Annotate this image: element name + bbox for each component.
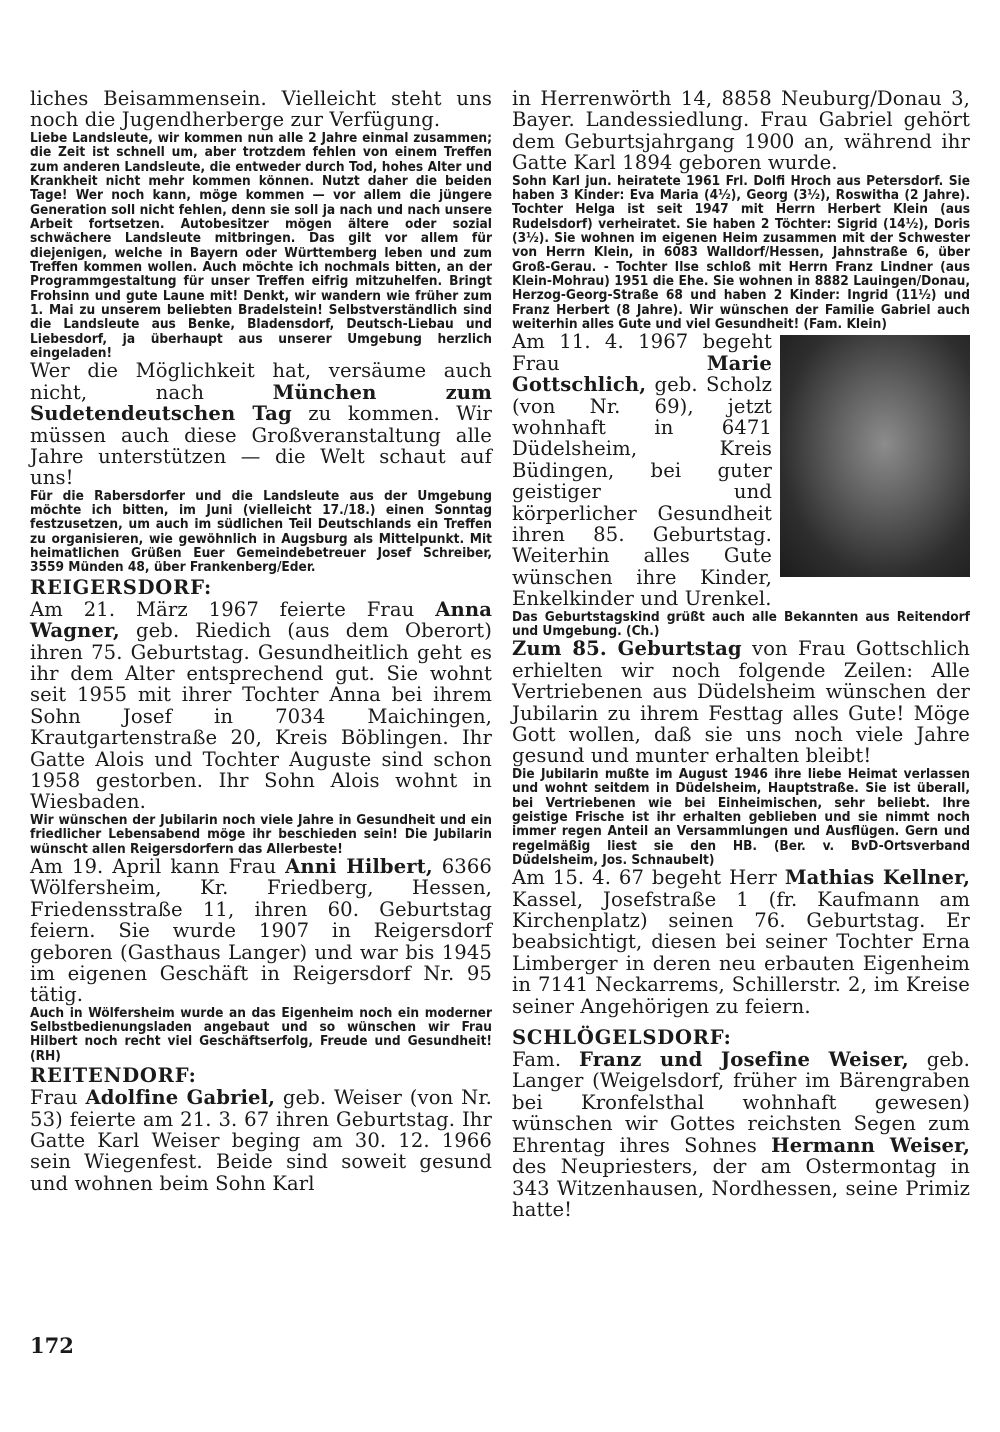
right-column (512, 88, 970, 1220)
page-number: 172 (30, 1333, 74, 1358)
paragraph: Am 21. März 1967 feierte Frau Anna Wagner, geb. Riedich (aus dem Oberort) ihren 75. Geburtstag. Gesundheitlich geht es ihr dem Alter entsprechend gut. Sie wohnt seit 1955 mit ihrer Tochter Anna bei ihrem Sohn Josef in 7034 Maichingen, Krautgartenstraße 20, Kreis Böblingen. Ihr Gatte Alois und Tochter Auguste sind schon 1958 gestorben. Ihr Sohn Alois wohnt in Wiesbaden. (30, 597, 492, 814)
paragraph: liches Beisammensein. Vielleicht steht uns noch die Jugendherberge zur Verfügung. (30, 87, 492, 132)
paragraph: Sohn Karl jun. heiratete 1961 Frl. Dolfi Hroch aus Petersdorf. Sie haben 3 Kinder: Eva Maria (4½), Georg (3½), Roswitha (2 Jahre). Tochter Helga ist seit 1947 mit Herrn Herbert Klein (aus Rudelsdorf) verheiratet. Sie haben 2 Töchter: Sigrid (14½), Doris (3½). Sie wohnen im eigenen Heim zusammen mit der Schwester von Herrn Klein, in 6083 Walldorf/Hessen, Jahnstraße 6, über Groß-Gerau. - Tochter Ilse schloß mit Herrn Franz Lindner (aus Klein-Mohrau) 1951 die Ehe. Sie wohnen in 8882 Lauingen/Donau, Herzog-Georg-Straße 68 und haben 2 Kinder: Ingrid (11½) und Franz Herbert (8 Jahre). Wir wünschen der Familie Gabriel auch weiterhin alles Gute und viel Gesundheit! (Fam. Klein) (512, 172, 970, 333)
paragraph: Wir wünschen der Jubilarin noch viele Jahre in Gesundheit und ein friedlicher Lebensabend möge ihr beschieden sein! Die Jubilarin wünscht allen Reigersdorfern das Allerbeste! (30, 811, 492, 857)
paragraph: Am 15. 4. 67 begeht Herr Mathias Kellner, Kassel, Josefstraße 1 (fr. Kaufmann am Kirchenplatz) seinen 76. Geburtstag. Er beabsichtigt, diesen bei seiner Tochter Erna Limberger in deren neu erbauten Eigenheim in 7141 Neckarrems, Schillerstr. 2, im Kreise seiner Angehörigen zu feiern. (512, 866, 971, 1018)
paragraph: Liebe Landsleute, wir kommen nun alle 2 Jahre einmal zusammen; die Zeit ist schnell um, aber trotzdem fehlen von einem Treffen zum anderen Landsleute, die entweder durch Tod, hohes Alter und Krankheit nicht mehr kommen können. Nutzt daher die beiden Tage! Wer noch kann, möge kommen — vor allem die jüngere Generation soll nicht fehlen, denn sie soll ja nach und nach unsere Arbeit fortsetzen. Autobesitzer mögen ältere oder sozial schwächere Landsleute mitbringen. Das gilt vor allem für diejenigen, welche in Bayern oder Württemberg leben und zum Treffen kommen wollen. Auch möchte ich nochmals bitten, an der Programmgestaltung für unser Treffen eifrig mitzuhelfen. Bringt Frohsinn und gute Laune mit! Denkt, wir wandern wie früher zum 1. Mai zu unserem beliebten Bradelstein! Selbstverständlich sind die Landsleute aus Benke, Bladensdorf, Deutsch-Liebau und Liebesdorf, ja überhaupt aus unserer Umgebung herzlich eingeladen! (30, 129, 492, 361)
section-heading: SCHLÖGELSDORF: (512, 1026, 732, 1050)
paragraph: Das Geburtstagskind grüßt auch alle Bekannten aus Reitendorf und Umgebung. (Ch.) (512, 608, 970, 640)
paragraph: Am 19. April kann Frau Anni Hilbert, 6366 Wölfersheim, Kr. Friedberg, Hessen, Friedensstraße 11, ihren 60. Geburtstag feiern. Sie wurde 1907 in Reigersdorf geboren (Gasthaus Langer) und war bis 1945 im eigenen Geschäft in Reigersdorf Nr. 95 tätig. (30, 854, 493, 1007)
paragraph: Frau Adolfine Gabriel, geb. Weiser (von Nr. 53) feierte am 21. 3. 67 ihren Geburtstag. Ihr Gatte Karl Weiser beging am 30. 12. 1966 sein Wiegenfest. Beide sind soweit gesund und wohnen beim Sohn Karl (30, 1086, 493, 1195)
paragraph: Für die Rabersdorfer und die Landsleute aus der Umgebung möchte ich bitten, im Juni (vielleicht 17./18.) einen Sonntag festzusetzen, um auch im südlichen Teil Deutschlands ein Treffen zu organisieren, wie gewöhnlich in Augsburg als Mittelpunkt. Mit heimatlichen Grüßen Euer Gemeindebetreuer Josef Schreiber, 3559 Münden 48, über Frankenberg/Eder. (30, 487, 492, 576)
paragraph: in Herrenwörth 14, 8858 Neuburg/Donau 3, Bayer. Landessiedlung. Frau Gabriel gehört dem Geburtsjahrgang 1900 an, während ihr Gatte Karl 1894 geboren wurde. (512, 87, 970, 175)
portrait-photo (780, 335, 970, 577)
paragraph: Auch in Wölfersheim wurde an das Eigenheim noch ein moderner Selbstbedienungsladen angebaut und so wünschen wir Frau Hilbert noch recht viel Geschäftserfolg, Freude und Gesundheit! (RH) (30, 1004, 492, 1064)
paragraph: Fam. Franz und Josefine Weiser, geb. Langer (Weigelsdorf, früher im Bärengraben bei Kronfelsthal wohnhaft gewesen) wünschen wir Gottes reichsten Segen zum Ehrentag ihres Sohnes Hermann Weiser, des Neupriesters, der am Ostermontag in 343 Witzenhausen, Nordhessen, seine Primiz hatte! (512, 1048, 971, 1221)
paragraph: Wer die Möglichkeit hat, versäume auch nicht, nach München zum Sudetendeutschen Tag zu kommen. Wir müssen auch diese Großveranstaltung alle Jahre unterstützen — die Welt schaut auf uns! (30, 359, 492, 490)
left-column (30, 88, 492, 1194)
paragraph: Am 11. 4. 1967 begeht Frau Marie Gottschlich, geb. Scholz (von Nr. 69), jetzt wohnhaft in 6471 Düdelsheim, Kreis Büdingen, bei guter geistiger und körperlicher Gesundheit ihren 85. Geburtstag. Weiterhin alles Gute wünschen ihre Kinder, Enkelkinder und Urenkel. (512, 330, 772, 611)
photo-article (512, 331, 970, 609)
section-heading: REIGERSDORF: (30, 575, 213, 599)
paragraph: Die Jubilarin mußte im August 1946 ihre liebe Heimat verlassen und wohnt seitdem in Düdelsheim, Hauptstraße. Sie ist überall, bei Vertriebenen wie bei Einheimischen, sehr beliebt. Ihre geistige Frische ist ihr erhalten geblieben und sie nimmt noch immer regen Anteil an Versammlungen und Ausflügen. Gern und regelmäßig liest sie den HB. (Ber. v. BvD-Ortsverband Düdelsheim, Jos. Schnaubelt) (512, 765, 970, 868)
paragraph: Zum 85. Geburtstag von Frau Gottschlich erhielten wir noch folgende Zeilen: Alle Vertriebenen aus Düdelsheim wünschen der Jubilarin zu ihrem Festtag alles Gute! Möge Gott wollen, daß sie uns noch viele Jahre gesund und munter erhalten bleibt! (512, 637, 970, 768)
section-heading: REITENDORF: (30, 1064, 197, 1088)
